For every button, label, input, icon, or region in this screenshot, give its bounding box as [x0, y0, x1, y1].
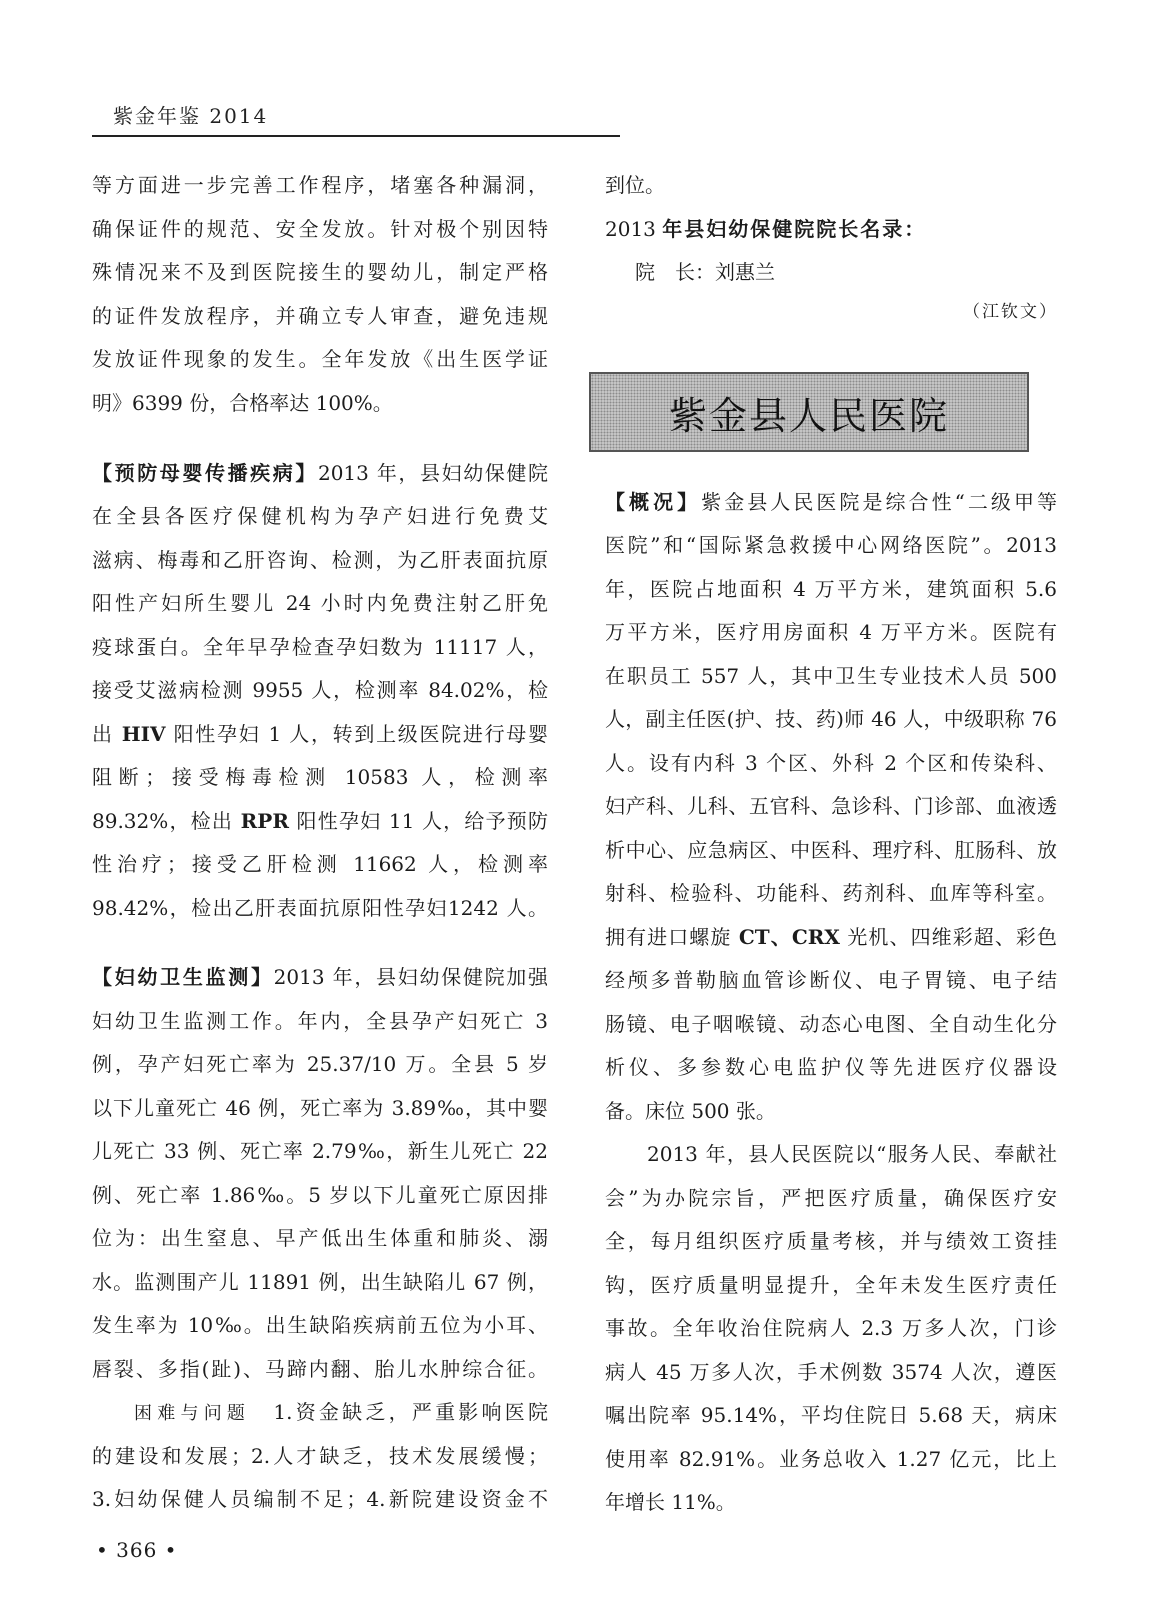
text-line: 万平方米，医疗用房面积 4 万平方米。医院有 — [605, 620, 1057, 644]
text-line — [92, 720, 548, 748]
text-line: 妇产科、儿科、五官科、急诊科、门诊部、血液透 — [605, 794, 1057, 818]
text-line: 在全县各医疗保健机构为孕产妇进行免费艾 — [92, 504, 548, 528]
text-line: 98.42%，检出乙肝表面抗原阳性孕妇1242 人。 — [92, 896, 548, 920]
text-line: 人。设有内科 3 个区、外科 2 个区和传染科、 — [605, 751, 1057, 775]
bold-term: RPR — [240, 809, 289, 833]
text-line: 年增长 11%。 — [605, 1490, 736, 1514]
text-fragment: 光机、四维彩超、彩色 — [839, 925, 1058, 949]
text-line: 位为：出生窒息、早产低出生体重和肺炎、溺 — [92, 1226, 548, 1250]
continuation-text: 到位。 — [605, 173, 665, 197]
text-line: 肠镜、电子咽喉镜、动态心电图、全自动生化分 — [605, 1012, 1057, 1036]
text-line: 使用率 82.91%。业务总收入 1.27 亿元，比上 — [605, 1447, 1057, 1471]
text-fragment: 出 — [92, 722, 122, 746]
text-line: 阻断；接受梅毒检测 10583 人，检测率 — [92, 765, 548, 789]
text-line: 的建设和发展；2.人才缺乏，技术发展缓慢； — [92, 1444, 548, 1468]
text-line: 经颅多普勒脑血管诊断仪、电子胃镜、电子结 — [605, 968, 1057, 992]
text-line — [92, 807, 548, 835]
text-line: 射科、检验科、功能科、药剂科、血库等科室。 — [605, 881, 1057, 905]
text-line: 析中心、应急病区、中医科、理疗科、肛肠科、放 — [605, 838, 1057, 862]
text-line: 病人 45 万多人次，手术例数 3574 人次，遵医 — [605, 1360, 1057, 1384]
running-head: 紫金年鉴 2014 — [113, 104, 269, 128]
text-line: 例，孕产妇死亡率为 25.37/10 万。全县 5 岁 — [92, 1052, 548, 1076]
section-heading-overview: 【概况】 — [605, 490, 702, 514]
text-line: 等方面进一步完善工作程序，堵塞各种漏洞， — [92, 173, 548, 197]
text-fragment: 89.32%，检出 — [92, 809, 241, 833]
roster-title — [605, 215, 926, 243]
text-line: 滋病、梅毒和乙肝咨询、检测，为乙肝表面抗原 — [92, 548, 548, 572]
text-line: 年，医院占地面积 4 万平方米，建筑面积 5.6 — [605, 577, 1057, 601]
text-line: 唇裂、多指(趾)、马蹄内翻、胎儿水肿综合征。 — [92, 1357, 548, 1381]
section-first-line — [92, 459, 548, 487]
text-line: 发放证件现象的发生。全年发放《出生医学证 — [92, 347, 548, 371]
text-line: 嘱出院率 95.14%，平均住院日 5.68 天，病床 — [605, 1403, 1057, 1427]
text-line: 例、死亡率 1.86‰。5 岁以下儿童死亡原因排 — [92, 1183, 548, 1207]
text-line: 析仪、多参数心电监护仪等先进医疗仪器设 — [605, 1055, 1057, 1079]
text-line: 医院”和“国际紧急救援中心网络医院”。2013 — [605, 533, 1057, 557]
text-line: 钩，医疗质量明显提升，全年未发生医疗责任 — [605, 1273, 1057, 1297]
section-heading-monitoring: 【妇幼卫生监测】 — [92, 965, 274, 989]
text-line: 疫球蛋白。全年早孕检查孕妇数为 11117 人， — [92, 635, 548, 659]
bold-term: HIV — [121, 722, 166, 746]
text-line: 的证件发放程序，并确立专人审查，避免违规 — [92, 304, 548, 328]
text-fragment: 阳性孕妇 1 人，转到上级医院进行母婴 — [165, 722, 548, 746]
roster-heading: 年县妇幼保健院院长名录： — [662, 217, 927, 241]
text-line: 全，每月组织医疗质量考核，并与绩效工资挂 — [605, 1229, 1057, 1253]
text-line: 备。床位 500 张。 — [605, 1099, 776, 1123]
text-line: 阳性产妇所生婴儿 24 小时内免费注射乙肝免 — [92, 591, 548, 615]
text-line: 性治疗；接受乙肝检测 11662 人，检测率 — [92, 852, 548, 876]
text-line: 以下儿童死亡 46 例，死亡率为 3.89‰，其中婴 — [92, 1096, 548, 1120]
page-number: • 366 • — [96, 1538, 178, 1562]
text-fragment: 1.资金缺乏，严重影响医院 — [273, 1400, 549, 1424]
text-line: 接受艾滋病检测 9955 人，检测率 84.02%，检 — [92, 678, 548, 702]
author-credit: （江钦文） — [963, 302, 1058, 322]
text-line: 妇幼卫生监测工作。年内，全县孕产妇死亡 3 — [92, 1009, 548, 1033]
text-line: 在职员工 557 人，其中卫生专业技术人员 500 — [605, 664, 1057, 688]
difficulties-label: 困难与问题 — [134, 1403, 251, 1424]
header-rule — [92, 135, 620, 137]
text-line: 发生率为 10‰。出生缺陷疾病前五位为小耳、 — [92, 1313, 548, 1337]
text-line: 事故。全年收治住院病人 2.3 万多人次，门诊 — [605, 1316, 1057, 1340]
section-first-line — [92, 1398, 548, 1426]
text-fragment: 2013 年，县妇幼保健院加强 — [273, 965, 549, 989]
text-line: 会”为办院宗旨，严把医疗质量，确保医疗安 — [605, 1186, 1057, 1210]
text-fragment: 阳性孕妇 11 人，给予预防 — [288, 809, 548, 833]
text-line: 明》6399 份，合格率达 100%。 — [92, 391, 393, 415]
section-first-line — [605, 488, 1057, 516]
section-first-line — [92, 963, 548, 991]
text-line: 确保证件的规范、安全发放。针对极个别因特 — [92, 217, 548, 241]
bold-term: CT、CRX — [738, 925, 840, 949]
section-banner — [589, 372, 1029, 452]
roster-year: 2013 — [605, 217, 656, 241]
text-line: 人，副主任医(护、技、药)师 46 人，中级职称 76 — [605, 707, 1057, 731]
text-line: 2013 年，县人民医院以“服务人民、奉献社 — [647, 1142, 1057, 1166]
text-line: 殊情况来不及到医院接生的婴幼儿，制定严格 — [92, 260, 548, 284]
text-fragment: 2013 年，县妇幼保健院 — [317, 461, 548, 485]
text-line: 3.妇幼保健人员编制不足；4.新院建设资金不 — [92, 1487, 548, 1511]
text-line — [605, 923, 1057, 951]
text-fragment: 紫金县人民医院是综合性“二级甲等 — [701, 490, 1058, 514]
text-line: 儿死亡 33 例、死亡率 2.79‰，新生儿死亡 22 — [92, 1139, 548, 1163]
section-title: 紫金县人民医院 — [668, 393, 949, 438]
section-heading-prevention: 【预防母婴传播疾病】 — [92, 461, 318, 485]
text-fragment: 拥有进口螺旋 — [605, 925, 739, 949]
text-line: 水。监测围产儿 11891 例，出生缺陷儿 67 例， — [92, 1270, 548, 1294]
roster-entry: 院 长：刘惠兰 — [635, 260, 775, 284]
